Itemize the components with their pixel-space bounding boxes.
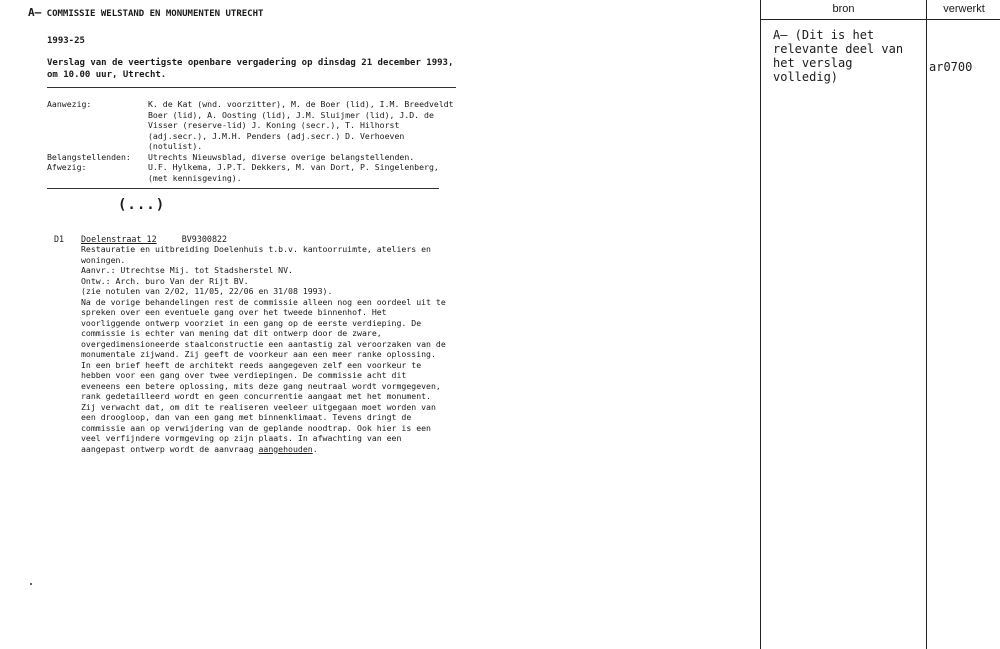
attendance-present: [47, 99, 460, 152]
divider-top: [47, 87, 456, 88]
verwerkt-column-header: verwerkt: [927, 0, 1000, 20]
header-title: COMMISSIE WELSTAND EN MONUMENTEN UTRECHT: [46, 9, 264, 19]
item-verdict: aangehouden: [258, 443, 313, 454]
attendance-label: Afwezig:: [47, 162, 87, 172]
attendance-value: Utrechts Nieuwsblad, diverse overige belangstellenden.: [148, 151, 415, 162]
header-mark: A–: [28, 6, 42, 19]
bron-note: A– (Dit is het relevante deel van het verslag volledig): [773, 28, 904, 84]
agenda-item-number: D1: [54, 234, 65, 244]
omission-marker: (...): [118, 197, 166, 213]
item-designer: Ontw.: Arch. buro Van der Rijt BV.: [81, 275, 249, 286]
stray-mark: [30, 583, 32, 585]
attendance-absent: [47, 162, 460, 183]
bron-column-header: bron: [761, 0, 926, 20]
item-description: Restauratie en uitbreiding Doelenhuis t.b.v. kantoorruimte, ateliers en woningen.: [81, 244, 431, 265]
annotation-panel: [760, 0, 1000, 649]
attendance-block: [47, 99, 460, 183]
agenda-item-body: [81, 244, 449, 454]
attendance-interested: [47, 152, 460, 163]
verwerkt-code: ar0700: [929, 60, 973, 74]
agenda-item-code: BV9300822: [181, 234, 228, 244]
document-header: [28, 6, 263, 19]
attendance-value: U.F. Hylkema, J.P.T. Dekkers, M. van Dort, P. Singelenberg, (met kennisgeving).: [148, 162, 439, 183]
attendance-label: Belangstellenden:: [47, 151, 131, 162]
meeting-title: Verslag van de veertigste openbare vergadering op dinsdag 21 december 1993, om 10.00 uur, Utrecht.: [47, 58, 454, 80]
agenda-item-heading: [81, 234, 227, 244]
item-discussion-text: Na de vorige behandelingen rest de commissie alleen nog een oordeel uit te spreken over een eventuele gang over het tweede binnenhof. Het voorliggende ontwerp voorziet in een gang op de eerste verdieping. De commissie is echter van mening dat dit ontwerp door de zware, overgedimensioneerde staalconstructie een aantastig zal veroorzaken van de monumentale zijwand. Zij geeft de voorkeur aan een meer ranke oplossing. In een brief heeft de architekt reeds aangegeven zelf een voorkeur te hebben voor een gang over twee verdiepingen. De commissie acht dit eveneens een betere oplossing, mits deze gang neutraal wordt vormgegeven, rank gedetailleerd wordt en geen concurrentie aangaat met het monument. Zij verwacht dat, om dit te realiseren veeleer uitgegaan moet worden van een droogloop, dan van een gang met binnenklimaat. Tevens dringt de commissie aan op verwijdering van de geplande noodtrap. Ook hier is een veel verfijndere vormgeving op zijn plaats. In afwachting van een aangepast ontwerp wordt de aanvraag: [81, 296, 446, 454]
bron-column: [761, 0, 927, 649]
divider-attendance: [47, 188, 439, 189]
item-references: (zie notulen van 2/02, 11/05, 22/06 en 31/08 1993).: [81, 286, 333, 296]
item-applicant: Aanvr.: Utrechtse Mij. tot Stadsherstel NV.: [81, 265, 293, 275]
item-verdict-period: .: [312, 443, 318, 454]
attendance-label: Aanwezig:: [47, 99, 92, 109]
document-number: 1993-25: [47, 36, 85, 46]
agenda-item-address: Doelenstraat 12: [81, 234, 157, 244]
item-discussion: [81, 297, 449, 455]
attendance-value: K. de Kat (wnd. voorzitter), M. de Boer (lid), I.M. Breedveldt Boer (lid), A. Oosting (lid), J.M. Sluijmer (lid), J.D. de Visser (reserve-lid) J. Koning (secr.), T. Hilhorst (adj.secr.), J.M.H. Penders (adj.secr.) D. Verhoeven (notulist).: [148, 99, 454, 151]
